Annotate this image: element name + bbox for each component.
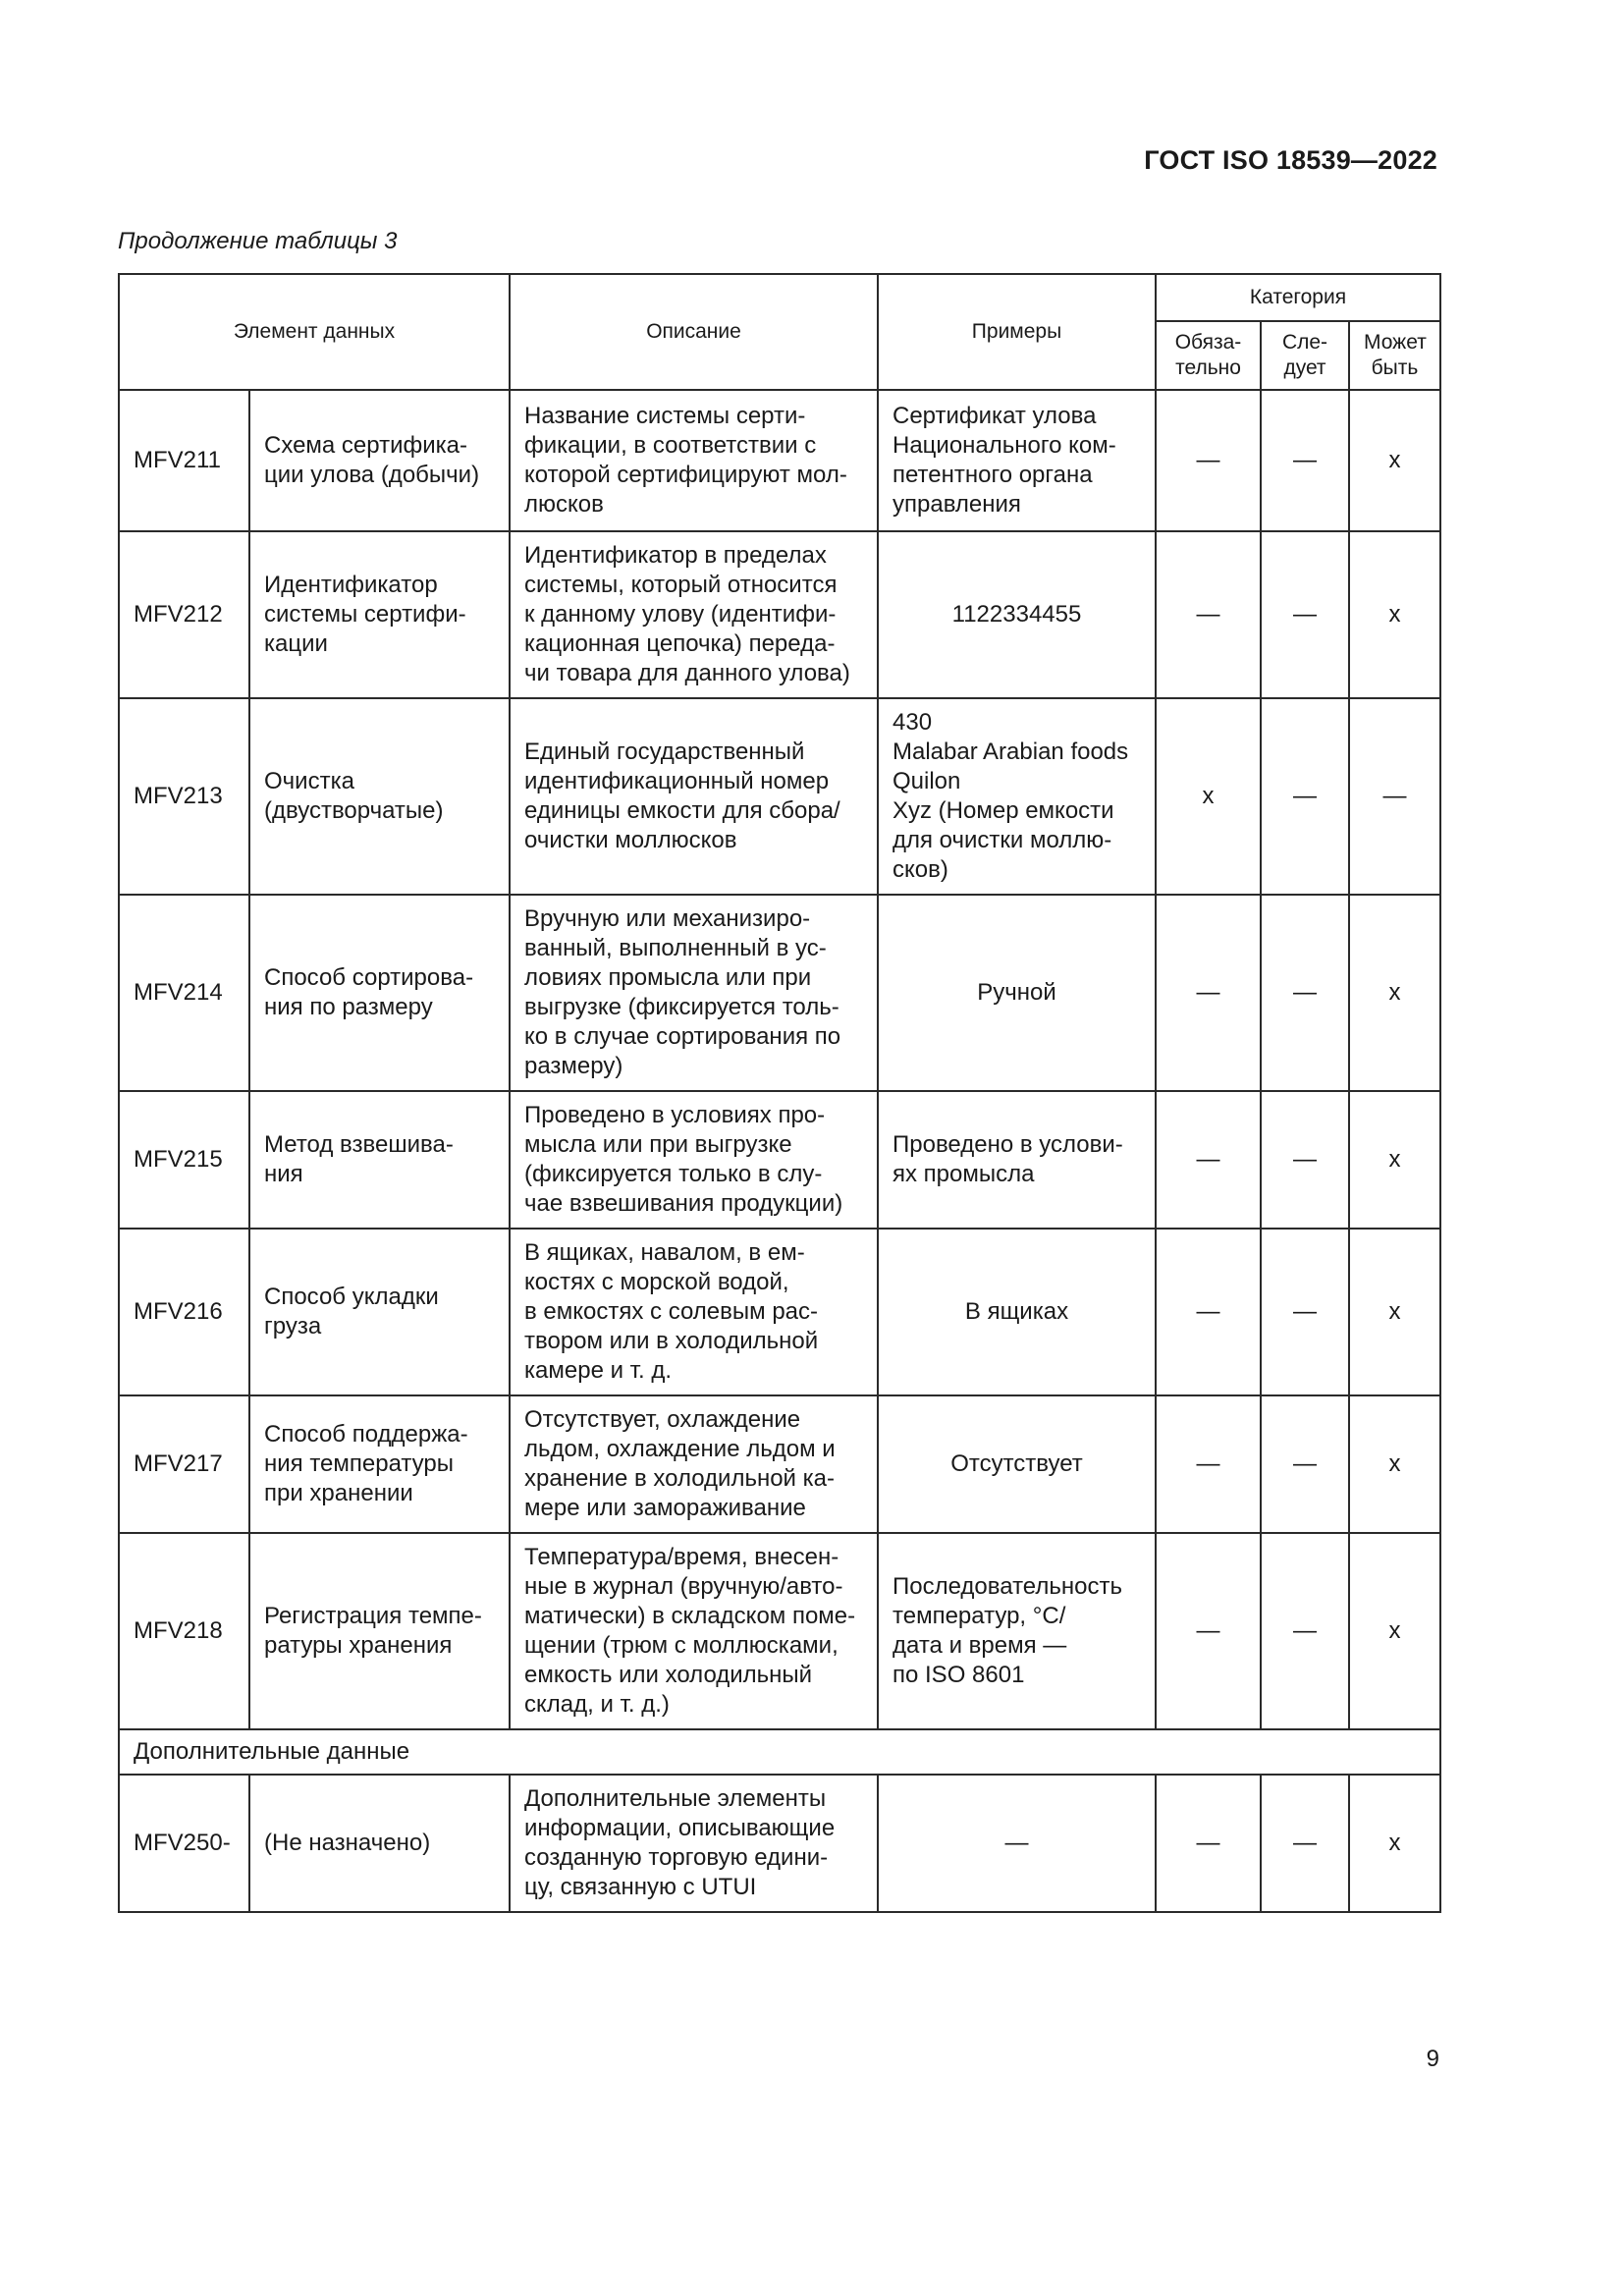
element-code: MFV215 — [119, 1091, 249, 1229]
element-code: MFV214 — [119, 895, 249, 1091]
element-code: MFV216 — [119, 1229, 249, 1395]
table-row — [119, 531, 1440, 698]
element-description: В ящиках, навалом, в ем- костях с морской водой, в емкостях с солевым рас- твором или в холодильной камере и т. д. — [510, 1229, 878, 1395]
element-name: Регистрация темпе- ратуры хранения — [249, 1533, 510, 1729]
table-caption: Продолжение таблицы 3 — [118, 228, 398, 254]
element-code: MFV212 — [119, 531, 249, 698]
table-row — [119, 895, 1440, 1091]
element-example: 430 Malabar Arabian foods Quilon Xyz (Номер емкости для очистки моллю- сков) — [878, 698, 1156, 895]
element-example: — — [878, 1775, 1156, 1912]
element-example: Отсутствует — [878, 1395, 1156, 1533]
category-may: — — [1349, 698, 1440, 895]
category-may: x — [1349, 895, 1440, 1091]
element-code: MFV213 — [119, 698, 249, 895]
element-example: В ящиках — [878, 1229, 1156, 1395]
group-row — [119, 1729, 1440, 1775]
element-description: Название системы серти- фикации, в соответствии с которой сертифицируют мол- люсков — [510, 390, 878, 531]
element-code: MFV217 — [119, 1395, 249, 1533]
element-example: Ручной — [878, 895, 1156, 1091]
category-should: — — [1261, 1229, 1349, 1395]
element-description: Отсутствует, охлаждение льдом, охлаждение льдом и хранение в холодильной ка- мере или замораживание — [510, 1395, 878, 1533]
category-mandatory: — — [1156, 895, 1261, 1091]
element-example: Последовательность температур, °С/ дата и время — по ISO 8601 — [878, 1533, 1156, 1729]
element-name: Способ поддержа- ния температуры при хранении — [249, 1395, 510, 1533]
col-header-description: Описание — [510, 274, 878, 390]
element-description: Дополнительные элементы информации, описывающие созданную торговую едини- цу, связанную с UTUI — [510, 1775, 878, 1912]
table-row — [119, 1229, 1440, 1395]
category-mandatory: — — [1156, 390, 1261, 531]
element-description: Вручную или механизиро- ванный, выполненный в ус- ловиях промысла или при выгрузке (фиксируется толь- ко в случае сортирования по размеру) — [510, 895, 878, 1091]
category-mandatory: — — [1156, 1775, 1261, 1912]
col-header-element: Элемент данных — [119, 274, 510, 390]
element-name: Очистка (двустворчатые) — [249, 698, 510, 895]
table-header — [119, 274, 1440, 390]
element-name: (Не назначено) — [249, 1775, 510, 1912]
category-mandatory: — — [1156, 531, 1261, 698]
category-should: — — [1261, 1091, 1349, 1229]
category-may: x — [1349, 1229, 1440, 1395]
category-may: x — [1349, 531, 1440, 698]
document-code: ГОСТ ISO 18539—2022 — [1144, 145, 1437, 175]
element-name: Схема сертифика- ции улова (добычи) — [249, 390, 510, 531]
element-example: 1122334455 — [878, 531, 1156, 698]
category-may: x — [1349, 1395, 1440, 1533]
group-label: Дополнительные данные — [119, 1729, 1440, 1775]
element-code: MFV218 — [119, 1533, 249, 1729]
category-may: x — [1349, 1775, 1440, 1912]
col-header-may: Может быть — [1349, 321, 1440, 390]
element-description: Единый государственный идентификационный номер единицы емкости для сбора/ очистки моллюсков — [510, 698, 878, 895]
category-mandatory: x — [1156, 698, 1261, 895]
element-description: Проведено в условиях про- мысла или при выгрузке (фиксируется только в слу- чае взвешивания продукции) — [510, 1091, 878, 1229]
category-should: — — [1261, 1395, 1349, 1533]
category-should: — — [1261, 1775, 1349, 1912]
table-row — [119, 1395, 1440, 1533]
data-elements-table — [118, 273, 1441, 1913]
category-should: — — [1261, 895, 1349, 1091]
category-should: — — [1261, 531, 1349, 698]
element-code: MFV250- — [119, 1775, 249, 1912]
category-mandatory: — — [1156, 1229, 1261, 1395]
element-code: MFV211 — [119, 390, 249, 531]
element-example: Проведено в услови- ях промысла — [878, 1091, 1156, 1229]
category-should: — — [1261, 698, 1349, 895]
element-name: Метод взвешива- ния — [249, 1091, 510, 1229]
category-may: x — [1349, 1091, 1440, 1229]
col-header-examples: Примеры — [878, 274, 1156, 390]
table-row — [119, 1533, 1440, 1729]
element-example: Сертификат улова Национального ком- петентного органа управления — [878, 390, 1156, 531]
table-row — [119, 1091, 1440, 1229]
element-name: Идентификатор системы сертифи- кации — [249, 531, 510, 698]
category-should: — — [1261, 390, 1349, 531]
category-mandatory: — — [1156, 1533, 1261, 1729]
element-name: Способ укладки груза — [249, 1229, 510, 1395]
category-may: x — [1349, 390, 1440, 531]
element-description: Идентификатор в пределах системы, который относится к данному улову (идентифи- кационная цепочка) переда- чи товара для данного улова) — [510, 531, 878, 698]
table-row — [119, 390, 1440, 531]
category-mandatory: — — [1156, 1091, 1261, 1229]
element-name: Способ сортирова- ния по размеру — [249, 895, 510, 1091]
page-number: 9 — [1426, 2046, 1439, 2072]
table-body — [119, 390, 1440, 1912]
category-may: x — [1349, 1533, 1440, 1729]
table-row — [119, 1775, 1440, 1912]
element-description: Температура/время, внесен- ные в журнал (вручную/авто- матически) в складском поме- щении (трюм с моллюсками, емкость или холодильный склад, и т. д.) — [510, 1533, 878, 1729]
table-row — [119, 698, 1440, 895]
col-header-category: Категория — [1156, 274, 1440, 321]
col-header-mandatory: Обяза- тельно — [1156, 321, 1261, 390]
category-should: — — [1261, 1533, 1349, 1729]
category-mandatory: — — [1156, 1395, 1261, 1533]
col-header-should: Сле- дует — [1261, 321, 1349, 390]
